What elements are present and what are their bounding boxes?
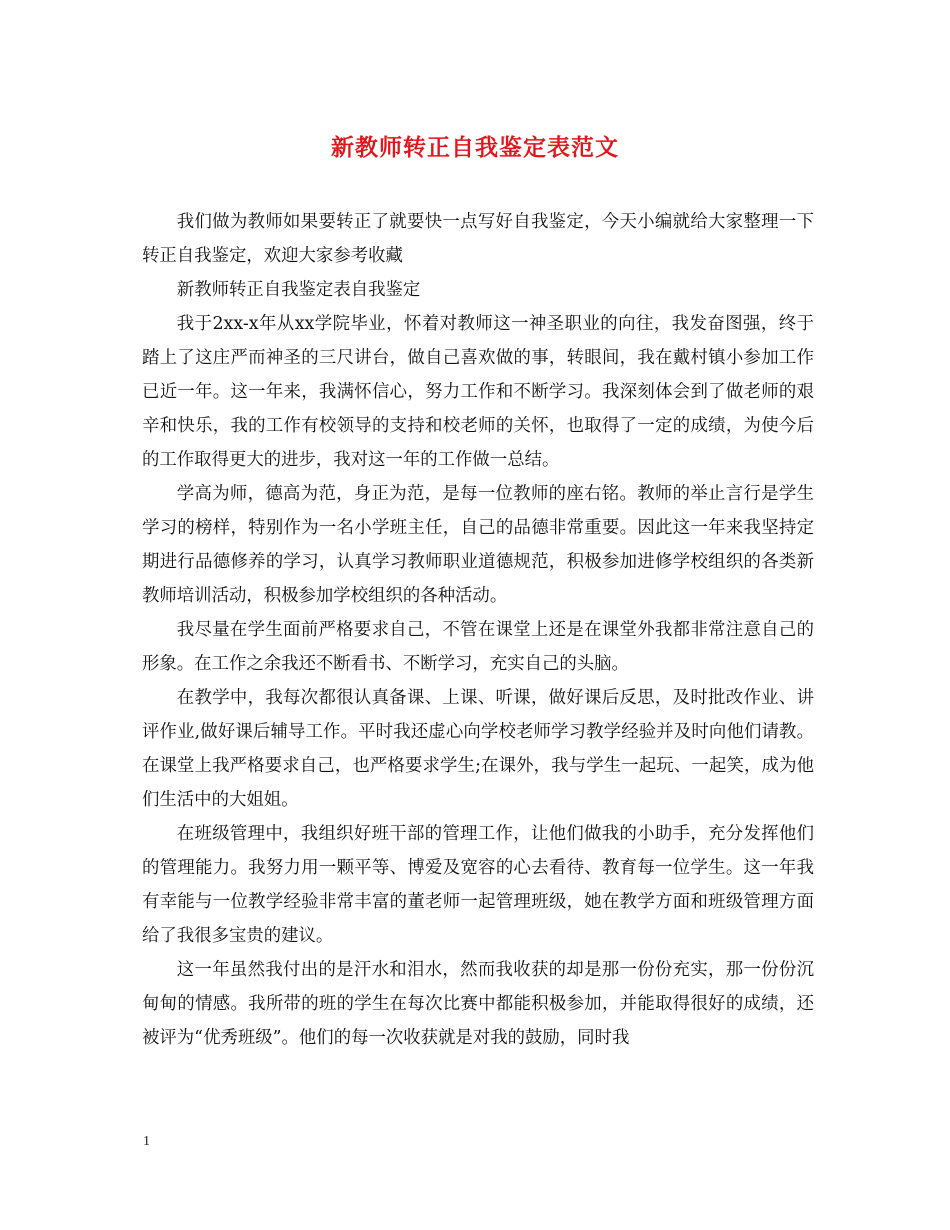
body-paragraph: 在班级管理中，我组织好班干部的管理工作，让他们做我的小助手，充分发挥他们的管理能力。我努力用一颗平等、博爱及宽容的心去看待、教育每一位学生。这一年我有幸能与一位教学经验非常丰富的董老师一起管理班级，她在教学方面和班级管理方面给了我很多宝贵的建议。 <box>142 824 814 946</box>
body-paragraph: 学高为师，德高为范，身正为范，是每一位教师的座右铭。教师的举止言行是学生学习的榜样，特别作为一名小学班主任，自己的品德非常重要。因此这一年来我坚持定期进行品德修养的学习，认真学习教师职业道德规范，积极参加进修学校组织的各类新教师培训活动，积极参加学校组织的各种活动。 <box>142 484 814 606</box>
body-paragraph: 我尽量在学生面前严格要求自己，不管在课堂上还是在课堂外我都非常注意自己的形象。在工作之余我还不断看书、不断学习，充实自己的头脑。 <box>142 620 814 674</box>
body-paragraph: 在教学中，我每次都很认真备课、上课、听课，做好课后反思，及时批改作业、讲评作业,做好课后辅导工作。平时我还虚心向学校老师学习教学经验并及时向他们请教。在课堂上我严格要求自己，也严格要求学生;在课外，我与学生一起玩、一起笑，成为他们生活中的大姐姐。 <box>142 688 814 810</box>
document-body <box>142 205 814 1055</box>
section-heading: 新教师转正自我鉴定表自我鉴定 <box>176 280 421 300</box>
document-title: 新教师转正自我鉴定表范文 <box>331 134 619 161</box>
body-paragraph: 这一年虽然我付出的是汗水和泪水，然而我收获的却是那一份份充实，那一份份沉甸甸的情感。我所带的班的学生在每次比赛中都能积极参加，并能取得很好的成绩，还被评为“优秀班级”。他们的每一次收获就是对我的鼓励，同时我 <box>142 960 814 1048</box>
body-paragraph: 我于2xx-x年从xx学院毕业，怀着对教师这一神圣职业的向往，我发奋图强，终于踏上了这庄严而神圣的三尺讲台，做自己喜欢做的事，转眼间，我在戴村镇小参加工作已近一年。这一年来，我满怀信心，努力工作和不断学习。我深刻体会到了做老师的艰辛和快乐，我的工作有校领导的支持和校老师的关怀，也取得了一定的成绩，为使今后的工作取得更大的进步，我对这一年的工作做一总结。 <box>142 314 814 470</box>
page-number: 1 <box>143 1134 150 1149</box>
intro-paragraph: 我们做为教师如果要转正了就要快一点写好自我鉴定，今天小编就给大家整理一下转正自我鉴定，欢迎大家参考收藏 <box>142 212 814 266</box>
